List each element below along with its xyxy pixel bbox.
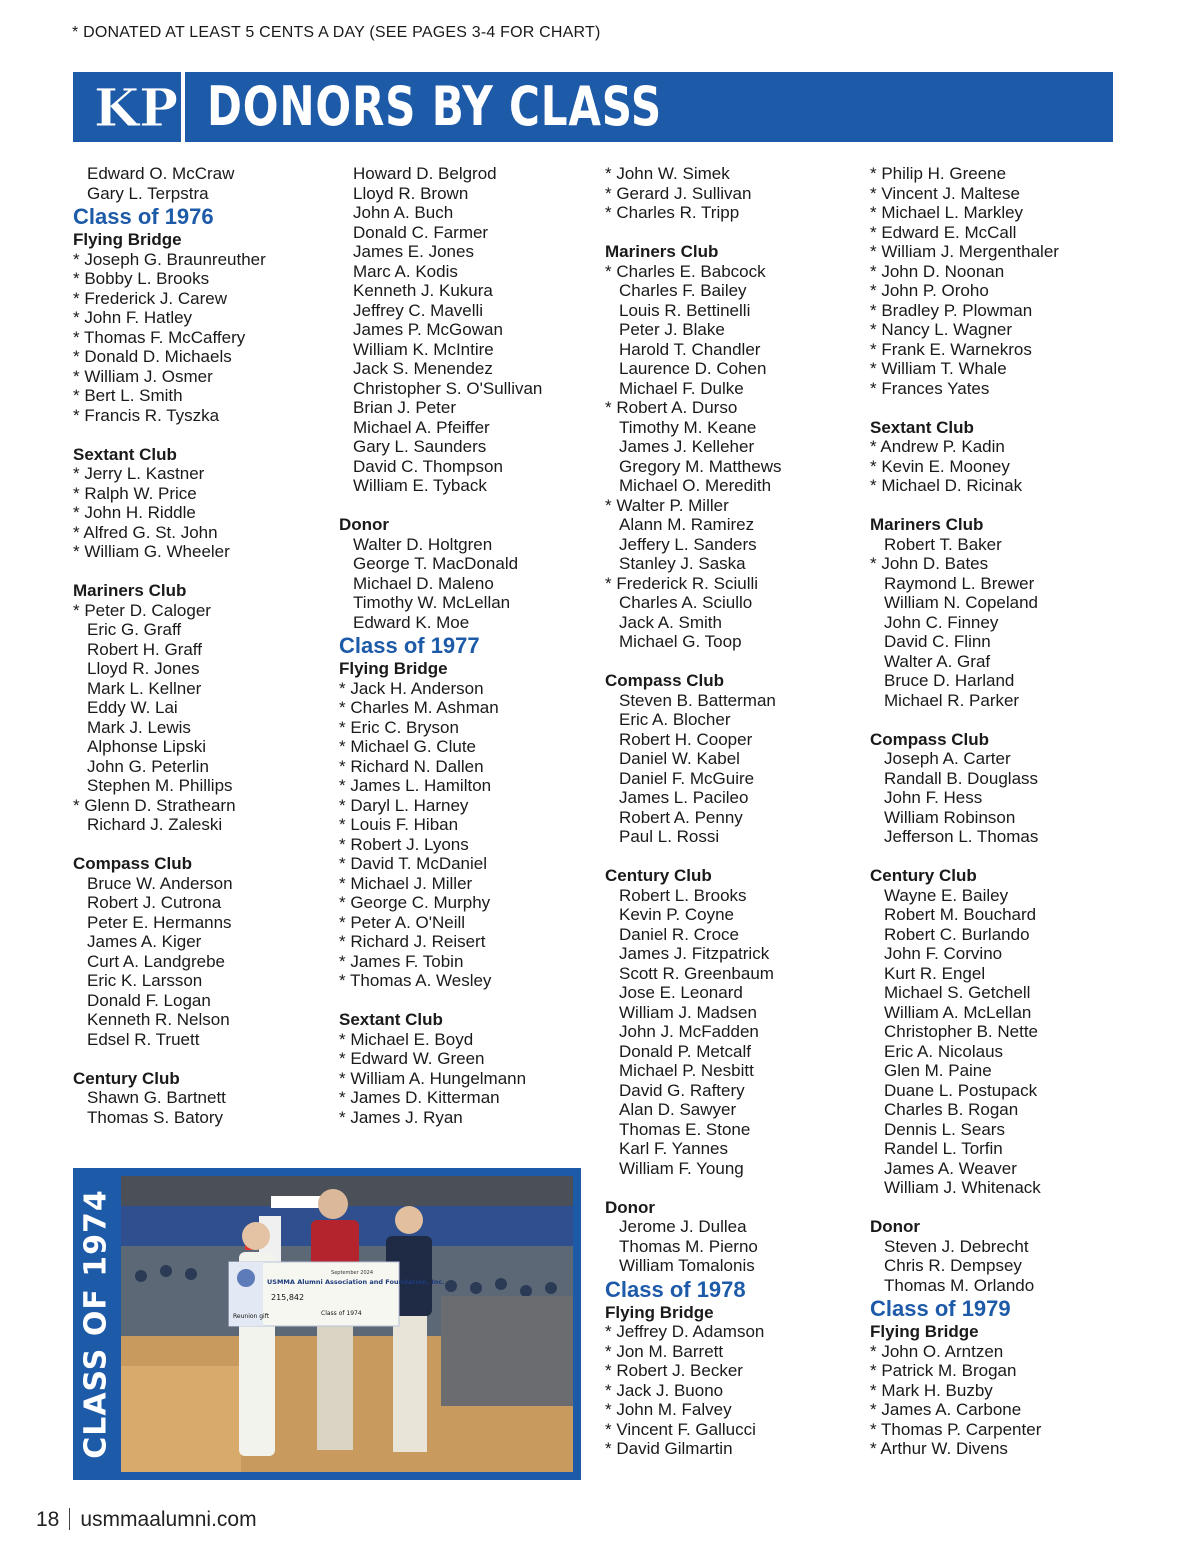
donor-name: Jose E. Leonard [619, 983, 743, 1002]
donor-column-2 [339, 164, 601, 1127]
donor-name: * Alfred G. St. John [73, 522, 218, 542]
donor-name: * Ralph W. Price [73, 483, 197, 503]
donor-name: * John H. Riddle [73, 503, 196, 522]
donor-name: * Peter D. Caloger [73, 600, 211, 620]
donor-name: * Charles M. Ashman [339, 698, 499, 717]
donor-name: Jefferson L. Thomas [884, 827, 1039, 846]
club-heading: Donor [605, 1197, 656, 1217]
donor-name: * David T. McDaniel [339, 854, 488, 873]
club-heading: Compass Club [73, 854, 193, 873]
donor-name: Michael P. Nesbitt [619, 1061, 754, 1080]
donor-name: * John M. Falvey [605, 1400, 732, 1419]
donor-name: Raymond L. Brewer [884, 573, 1035, 593]
donor-name: * Frances Yates [870, 378, 990, 398]
donor-name: * Philip H. Greene [870, 164, 1007, 183]
donor-name: William Robinson [884, 807, 1016, 827]
donor-name: * James A. Carbone [870, 1400, 1022, 1419]
donor-name: David C. Flinn [884, 632, 991, 651]
donor-name: Donald F. Logan [87, 990, 211, 1010]
donor-name: Stanley J. Saska [619, 554, 746, 573]
donor-name: Louis R. Bettinelli [619, 300, 751, 320]
spacer [870, 496, 1132, 516]
donor-name: Robert M. Bouchard [884, 905, 1037, 924]
check-amount-text: 215,842 [271, 1293, 305, 1302]
club-heading: Flying Bridge [339, 659, 448, 678]
donor-name: Stephen M. Phillips [87, 776, 233, 795]
donor-name: Duane L. Postupack [884, 1080, 1038, 1100]
donor-name: * Peter A. O'Neill [339, 912, 466, 932]
donor-name: Brian J. Peter [353, 398, 456, 417]
donor-name: Alphonse Lipski [87, 737, 207, 756]
donor-name: * Frederick R. Sciulli [605, 573, 759, 593]
donor-column-3 [605, 164, 867, 1459]
donor-name: Walter D. Holtgren [353, 534, 493, 554]
donor-name: * Vincent J. Maltese [870, 183, 1020, 203]
donor-name: Kevin P. Coyne [619, 905, 734, 924]
donor-name: * Frank E. Warnekros [870, 339, 1032, 359]
donor-name: William E. Tyback [353, 476, 487, 495]
donor-name: Kenneth J. Kukura [353, 281, 493, 300]
club-heading: Donor [870, 1217, 921, 1236]
donor-name: Peter E. Hermanns [87, 912, 232, 932]
donor-name: Robert T. Baker [884, 534, 1002, 554]
club-heading: Flying Bridge [605, 1302, 714, 1322]
club-heading: Donor [339, 515, 390, 534]
donor-name: * Jerry L. Kastner [73, 464, 205, 483]
donor-name: William K. McIntire [353, 339, 494, 359]
class-photo-panel [73, 1168, 581, 1480]
donor-name: Laurence D. Cohen [619, 359, 767, 378]
donor-name: Thomas M. Pierno [619, 1236, 758, 1256]
donor-name: Eric A. Blocher [619, 710, 731, 729]
site-url: usmmaalumni.com [80, 1508, 257, 1531]
donor-name: * Edward W. Green [339, 1049, 485, 1068]
photo-label [73, 1168, 119, 1480]
donor-name: Edsel R. Truett [87, 1029, 200, 1049]
donor-name: Karl F. Yannes [619, 1139, 728, 1158]
donor-name: Charles B. Rogan [884, 1100, 1019, 1119]
donor-name: John J. McFadden [619, 1022, 759, 1041]
donor-name: David C. Thompson [353, 456, 503, 476]
footer-divider [69, 1508, 70, 1530]
donor-name: James E. Jones [353, 242, 474, 261]
donor-name: Robert H. Cooper [619, 729, 753, 749]
donor-name: John F. Corvino [884, 944, 1003, 963]
donor-name: Michael D. Maleno [353, 573, 494, 593]
donor-name: * Gerard J. Sullivan [605, 183, 752, 203]
donor-name: Howard D. Belgrod [353, 164, 497, 183]
page-title: DONORS BY CLASS [207, 75, 663, 138]
class-heading: Class of 1978 [605, 1276, 746, 1302]
donor-name: Steven J. Debrecht [884, 1236, 1029, 1256]
donor-name: John C. Finney [884, 612, 999, 632]
donor-name: Edward O. McCraw [87, 164, 235, 183]
donor-name: Christopher S. O'Sullivan [353, 378, 543, 398]
donor-name: Lloyd R. Jones [87, 659, 200, 678]
club-heading: Century Club [605, 866, 712, 885]
donor-name: * Michael G. Clute [339, 737, 476, 756]
check-memo-text: Reunion gift [233, 1313, 270, 1320]
donor-name: * William A. Hungelmann [339, 1068, 527, 1088]
spacer [339, 496, 601, 516]
spacer [73, 425, 335, 445]
donor-name: Marc A. Kodis [353, 261, 458, 281]
donor-name: Thomas S. Batory [87, 1107, 224, 1127]
donor-name: * James D. Kitterman [339, 1088, 500, 1107]
banner-divider [181, 72, 185, 142]
donor-name: * Arthur W. Divens [870, 1439, 1008, 1458]
donor-name: * Bobby L. Brooks [73, 269, 210, 288]
spacer [870, 398, 1132, 418]
spacer [605, 652, 867, 672]
donor-name: James J. Fitzpatrick [619, 944, 770, 963]
club-heading: Compass Club [605, 671, 725, 690]
donor-column-4 [870, 164, 1132, 1459]
donor-name: * Eric C. Bryson [339, 717, 459, 737]
donor-name: William A. McLellan [884, 1002, 1032, 1022]
donor-name: * John W. Simek [605, 164, 730, 183]
club-heading: Flying Bridge [73, 230, 182, 249]
club-heading: Sextant Club [339, 1010, 443, 1029]
donor-name: Joseph A. Carter [884, 749, 1011, 768]
spacer [605, 847, 867, 867]
donor-name: Robert J. Cutrona [87, 893, 222, 912]
club-heading: Flying Bridge [870, 1322, 979, 1341]
donor-name: Edward K. Moe [353, 612, 470, 632]
donor-name: * William J. Osmer [73, 366, 213, 386]
donor-name: * Nancy L. Wagner [870, 320, 1013, 339]
donor-name: John F. Hess [884, 788, 983, 807]
donor-name: * Robert J. Lyons [339, 834, 469, 854]
donor-name: Jack A. Smith [619, 612, 722, 632]
donor-name: Jeffery L. Sanders [619, 534, 757, 554]
donor-name: * Jack J. Buono [605, 1380, 724, 1400]
donor-name: * Kevin E. Mooney [870, 456, 1010, 476]
donor-name: Scott R. Greenbaum [619, 963, 774, 983]
donor-name: * Thomas A. Wesley [339, 971, 492, 990]
donor-name: Eric K. Larsson [87, 971, 203, 990]
donor-name: Walter A. Graf [884, 651, 991, 671]
section-banner [73, 72, 1113, 142]
photo-illustration [121, 1176, 573, 1472]
donor-name: Thomas E. Stone [619, 1119, 751, 1139]
class-heading: Class of 1979 [870, 1296, 1011, 1321]
donor-name: * Daryl L. Harney [339, 795, 469, 815]
donor-name: James P. McGowan [353, 320, 503, 339]
donor-name: * John F. Hatley [73, 308, 193, 327]
club-heading: Century Club [73, 1068, 180, 1088]
donor-name: * Thomas P. Carpenter [870, 1419, 1042, 1439]
donor-name: Timothy W. McLellan [353, 593, 511, 612]
donor-name: * Francis R. Tyszka [73, 405, 220, 425]
check-class-text: Class of 1974 [321, 1310, 362, 1317]
donor-name: * Michael J. Miller [339, 873, 473, 893]
donor-name: Daniel R. Croce [619, 924, 739, 944]
donor-name: Michael G. Toop [619, 632, 742, 651]
donor-name: * Donald D. Michaels [73, 347, 232, 366]
donor-name: Thomas M. Orlando [884, 1275, 1035, 1295]
donor-name: Kurt R. Engel [884, 963, 986, 983]
donor-name: * George C. Murphy [339, 893, 491, 912]
donor-name: * Jeffrey D. Adamson [605, 1322, 765, 1341]
donor-name: James J. Kelleher [619, 437, 755, 456]
donor-name: Lloyd R. Brown [353, 183, 469, 203]
donor-name: Eric A. Nicolaus [884, 1041, 1004, 1061]
donor-name: * Edward E. McCall [870, 222, 1017, 242]
donor-name: Shawn G. Bartnett [87, 1088, 226, 1107]
donor-name: * John D. Bates [870, 554, 989, 573]
page-number: 18 [36, 1508, 60, 1531]
donor-name: * Robert J. Becker [605, 1361, 743, 1380]
club-heading: Mariners Club [870, 515, 984, 534]
donor-name: * Robert A. Durso [605, 398, 738, 417]
donor-name: Mark L. Kellner [87, 678, 202, 698]
donor-name: Robert L. Brooks [619, 885, 747, 905]
donor-name: * John D. Noonan [870, 261, 1005, 281]
donor-name: * William T. Whale [870, 359, 1007, 378]
donor-name: Robert H. Graff [87, 639, 202, 659]
donor-name: Gary L. Saunders [353, 437, 487, 456]
donor-name: Daniel W. Kabel [619, 749, 740, 768]
class-heading: Class of 1976 [73, 204, 214, 229]
donor-name: Gary L. Terpstra [87, 183, 209, 203]
donor-name: Daniel F. McGuire [619, 768, 755, 788]
donor-name: Chris R. Dempsey [884, 1256, 1022, 1275]
donor-name: James L. Pacileo [619, 788, 749, 807]
donor-name: * Glenn D. Strathearn [73, 795, 236, 815]
donor-name: Wayne E. Bailey [884, 885, 1009, 905]
donor-name: * Bert L. Smith [73, 386, 183, 405]
check-org-text: USMMA Alumni Association and Foundation, Inc. [267, 1278, 445, 1286]
spacer [73, 1049, 335, 1069]
donor-name: Randall B. Douglass [884, 768, 1039, 788]
donor-name: Jack S. Menendez [353, 359, 493, 378]
donor-name: * Charles E. Babcock [605, 261, 766, 281]
spacer [870, 710, 1132, 730]
donor-name: Gregory M. Matthews [619, 456, 782, 476]
donor-name: Alann M. Ramirez [619, 515, 755, 534]
check-date-text: September 2024 [331, 1270, 373, 1276]
club-heading: Mariners Club [73, 581, 187, 600]
donor-name: Eric G. Graff [87, 620, 182, 639]
donor-name: Charles A. Sciullo [619, 593, 753, 612]
donor-column-1 [73, 164, 335, 1127]
donor-name: Michael S. Getchell [884, 983, 1031, 1002]
donor-name: Charles F. Bailey [619, 281, 747, 300]
donor-name: * Thomas F. McCaffery [73, 327, 246, 347]
kp-logo-icon [91, 76, 181, 138]
donor-name: Glen M. Paine [884, 1061, 992, 1080]
svg-text:KP: KP [93, 78, 179, 138]
class-heading: Class of 1977 [339, 633, 480, 658]
spacer [73, 835, 335, 855]
donor-name: David G. Raftery [619, 1080, 745, 1100]
donor-name: Peter J. Blake [619, 320, 725, 339]
spacer [605, 1178, 867, 1198]
spacer [73, 562, 335, 582]
donor-name: James A. Kiger [87, 932, 202, 951]
donor-name: * Frederick J. Carew [73, 288, 227, 308]
donor-name: * William G. Wheeler [73, 542, 230, 561]
donor-name: Steven B. Batterman [619, 690, 776, 710]
donor-name: * Vincent F. Gallucci [605, 1419, 756, 1439]
spacer [339, 991, 601, 1011]
donor-name: Dennis L. Sears [884, 1119, 1005, 1139]
photo-label-text: CLASS OF 1974 [78, 1189, 114, 1459]
club-heading: Mariners Club [605, 242, 719, 261]
donor-name: Robert C. Burlando [884, 924, 1030, 944]
donor-name: Michael R. Parker [884, 690, 1020, 710]
donor-name: * Michael D. Ricinak [870, 476, 1023, 495]
donor-name: * Andrew P. Kadin [870, 437, 1005, 456]
donor-name: William F. Young [619, 1158, 744, 1178]
donor-name: * Jack H. Anderson [339, 678, 484, 698]
donor-name: * Richard N. Dallen [339, 756, 484, 776]
donor-name: * Michael E. Boyd [339, 1029, 474, 1049]
donor-name: Donald C. Farmer [353, 222, 489, 242]
donor-name: Bruce W. Anderson [87, 873, 233, 893]
donation-note: * DONATED AT LEAST 5 CENTS A DAY (SEE PAGES 3-4 FOR CHART) [72, 24, 601, 41]
donor-name: * Charles R. Tripp [605, 203, 740, 222]
donor-name: Richard J. Zaleski [87, 815, 223, 834]
donor-name: * Walter P. Miller [605, 495, 729, 515]
spacer [870, 1198, 1132, 1218]
donor-name: Jeffrey C. Mavelli [353, 300, 484, 320]
spacer [605, 223, 867, 243]
donor-name: * David Gilmartin [605, 1439, 733, 1458]
donor-name: Alan D. Sawyer [619, 1100, 737, 1119]
donor-name: Michael F. Dulke [619, 378, 744, 398]
donor-name: Kenneth R. Nelson [87, 1010, 230, 1029]
donor-name: * Patrick M. Brogan [870, 1361, 1017, 1380]
donor-name: * Richard J. Reisert [339, 932, 486, 951]
donor-name: Mark J. Lewis [87, 717, 191, 737]
donor-name: William J. Whitenack [884, 1178, 1041, 1197]
donor-name: George T. MacDonald [353, 554, 519, 573]
donor-name: Michael A. Pfeiffer [353, 417, 490, 437]
donor-name: Robert A. Penny [619, 807, 743, 827]
donor-name: Paul L. Rossi [619, 827, 720, 846]
donor-name: * James J. Ryan [339, 1107, 463, 1127]
page-footer [36, 1508, 257, 1532]
donor-name: * Mark H. Buzby [870, 1380, 993, 1400]
donor-name: * John O. Arntzen [870, 1341, 1004, 1361]
donor-name: * Bradley P. Plowman [870, 300, 1033, 320]
donor-name: * Michael L. Markley [870, 203, 1024, 222]
donor-name: Bruce D. Harland [884, 671, 1015, 690]
club-heading: Century Club [870, 866, 977, 885]
donor-name: Randel L. Torfin [884, 1139, 1003, 1158]
donor-name: Timothy M. Keane [619, 417, 757, 437]
donor-name: William N. Copeland [884, 593, 1038, 612]
donor-name: Donald P. Metcalf [619, 1041, 751, 1061]
donor-name: James A. Weaver [884, 1158, 1017, 1178]
donor-name: John G. Peterlin [87, 756, 209, 776]
club-heading: Compass Club [870, 729, 990, 749]
donor-name: John A. Buch [353, 203, 454, 222]
donor-name: Curt A. Landgrebe [87, 951, 225, 971]
donor-name: * William J. Mergenthaler [870, 242, 1059, 261]
donor-name: William J. Madsen [619, 1002, 757, 1022]
donor-name: * Louis F. Hiban [339, 815, 459, 834]
donor-name: Jerome J. Dullea [619, 1217, 747, 1236]
check-presentation-photo [121, 1176, 573, 1472]
donor-name: Eddy W. Lai [87, 698, 178, 717]
donor-name: * John P. Oroho [870, 281, 989, 300]
donor-name: Michael O. Meredith [619, 476, 772, 495]
donor-name: Harold T. Chandler [619, 339, 761, 359]
donor-name: * Jon M. Barrett [605, 1341, 724, 1361]
club-heading: Sextant Club [870, 417, 974, 437]
donor-name: * James F. Tobin [339, 951, 464, 971]
spacer [870, 847, 1132, 867]
donor-name: Christopher B. Nette [884, 1022, 1039, 1041]
donor-name: William Tomalonis [619, 1256, 755, 1275]
donor-name: * James L. Hamilton [339, 776, 492, 795]
club-heading: Sextant Club [73, 444, 177, 464]
donor-name: * Joseph G. Braunreuther [73, 249, 266, 269]
